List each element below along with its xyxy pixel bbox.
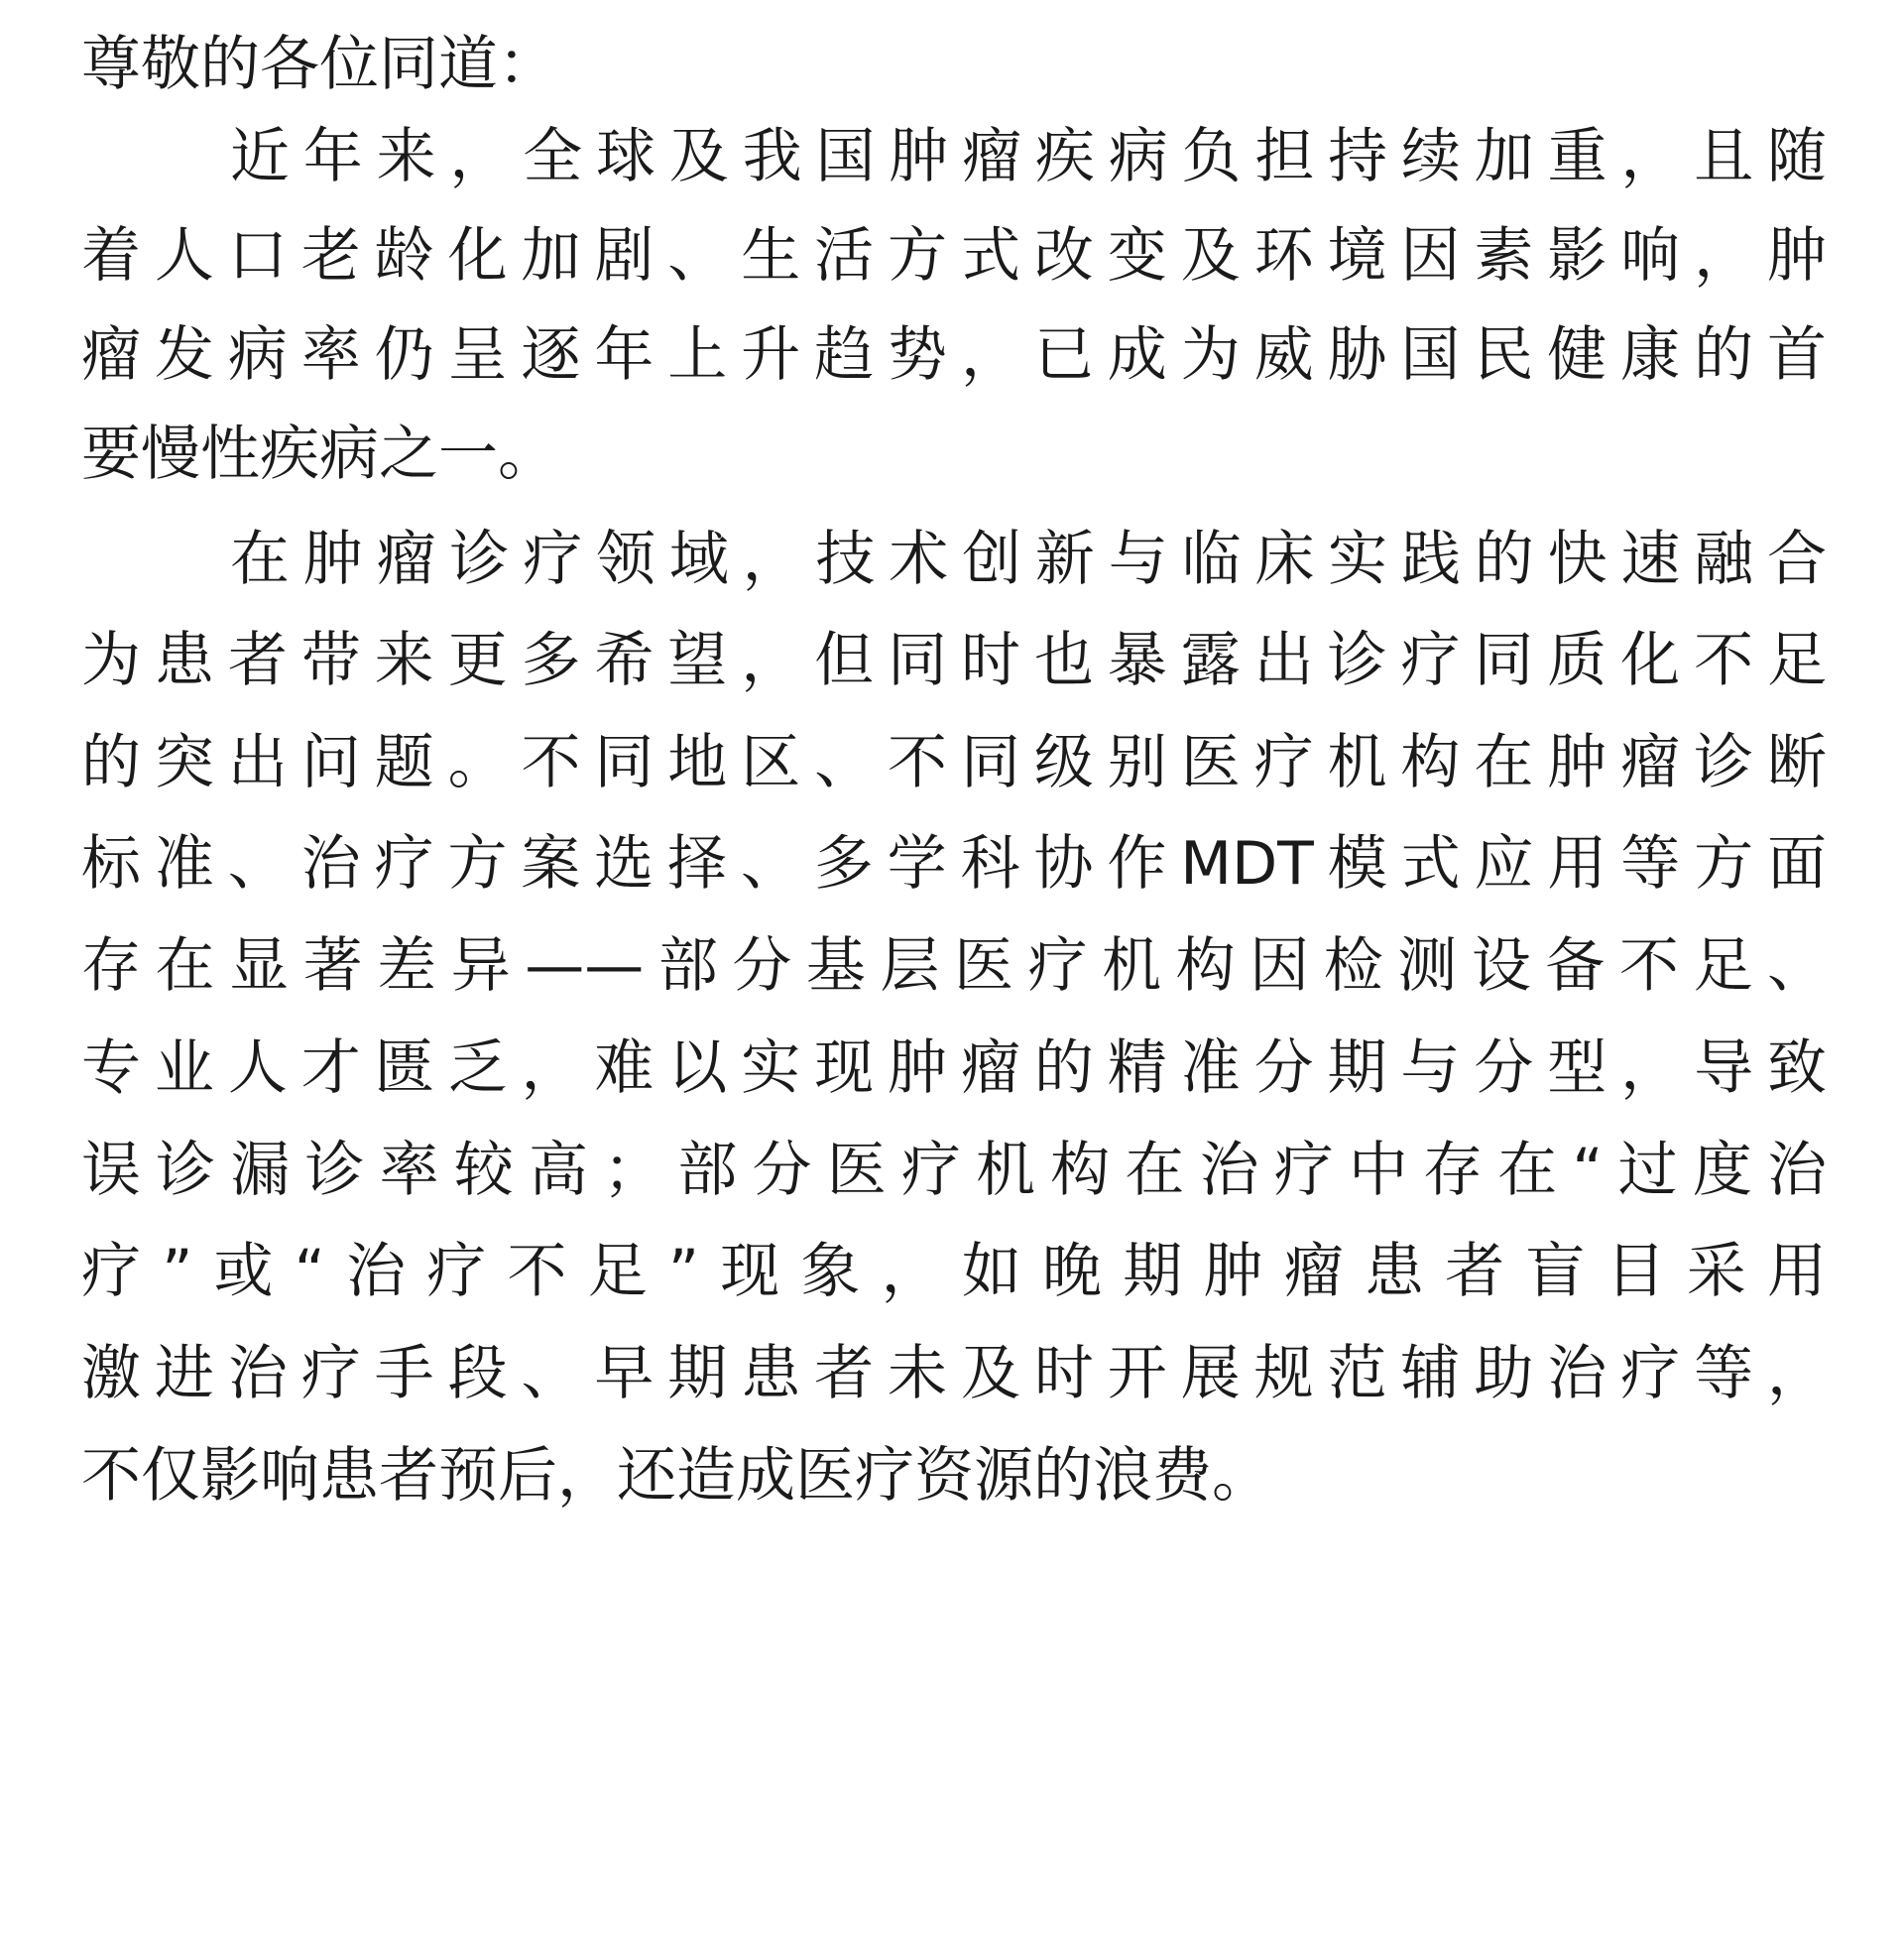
paragraph-2-line-5: 存在显著差异——部分基层医疗机构因检测设备不足、 <box>81 931 1827 1001</box>
paragraph-2-line-6: 专业人才匮乏，难以实现肿瘤的精准分期与分型，导致 <box>81 1033 1827 1103</box>
paragraph-1-line-2: 着人口老龄化加剧、生活方式改变及环境因素影响，肿 <box>81 221 1827 291</box>
paragraph-2-line-10: 不仅影响患者预后，还造成医疗资源的浪费。 <box>81 1441 1271 1511</box>
paragraph-1-line-1: 近年来，全球及我国肿瘤疾病负担持续加重，且随 <box>230 122 1827 191</box>
paragraph-2-line-1: 在肿瘤诊疗领域，技术创新与临床实践的快速融合 <box>230 525 1827 594</box>
paragraph-2-line-2: 为患者带来更多希望，但同时也暴露出诊疗同质化不足 <box>81 626 1827 695</box>
paragraph-2-line-8: 疗”或“治疗不足”现象，如晚期肿瘤患者盲目采用 <box>81 1237 1827 1306</box>
paragraph-1-line-4: 要慢性疾病之一。 <box>81 420 557 489</box>
paragraph-2-line-3: 的突出问题。不同地区、不同级别医疗机构在肿瘤诊断 <box>81 728 1827 797</box>
paragraph-2-line-7: 误诊漏诊率较高；部分医疗机构在治疗中存在“过度治 <box>81 1136 1827 1205</box>
paragraph-2-line-9: 激进治疗手段、早期患者未及时开展规范辅助治疗等， <box>81 1339 1827 1408</box>
salutation: 尊敬的各位同道： <box>81 30 557 99</box>
paragraph-1-line-3: 瘤发病率仍呈逐年上升趋势，已成为威胁国民健康的首 <box>81 320 1827 390</box>
paragraph-2-line-4: 标准、治疗方案选择、多学科协作MDT模式应用等方面 <box>81 829 1827 899</box>
